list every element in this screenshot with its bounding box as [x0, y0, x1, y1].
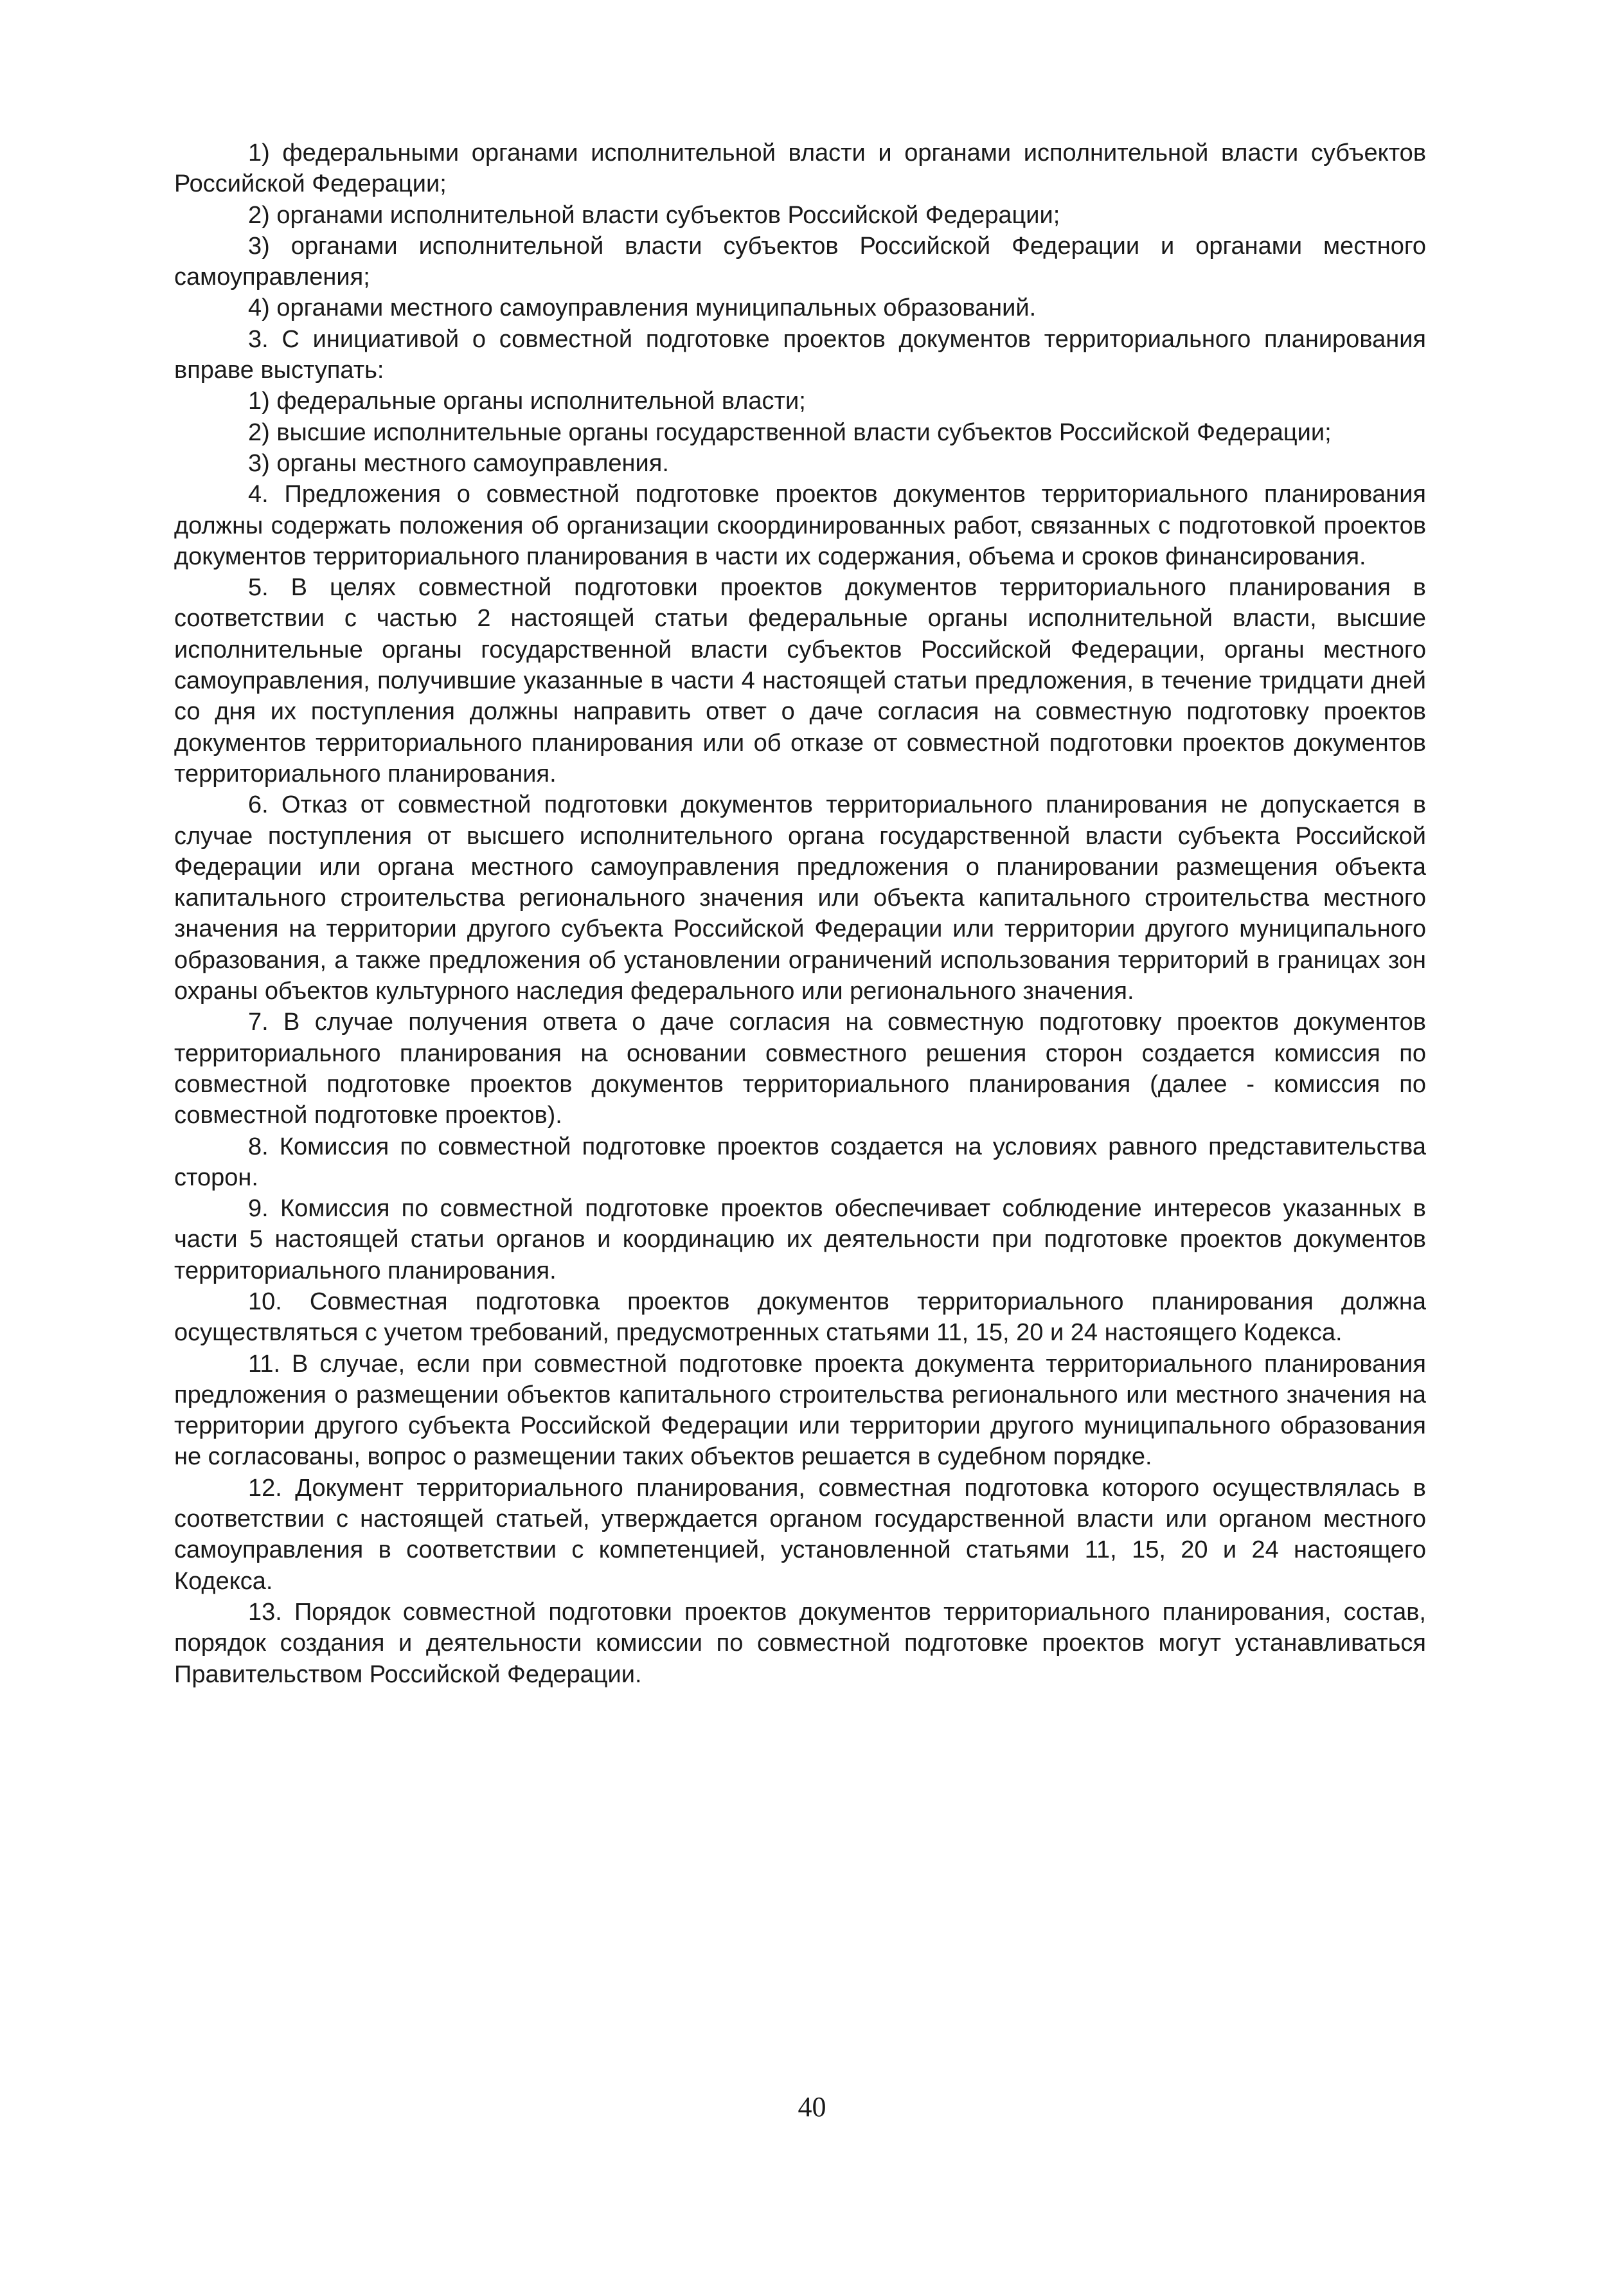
paragraph-part-13: 13. Порядок совместной подготовки проектов документов территориального планирования, состав, порядок создания и деятельности комиссии по совместной подготовке проектов могут устанавливаться Правительством Российской Федерации. — [174, 1598, 1426, 1688]
paragraph-part-5: 5. В целях совместной подготовки проектов документов территориального планирования в соответствии с частью 2 настоящей статьи федеральные органы исполнительной власти, высшие исполнительные органы государственной власти субъектов Российской Федерации, органы местного самоуправления, получившие указанные в части 4 настоящей статьи предложения, в течение тридцати дней со дня их поступления должны направить ответ о даче согласия на совместную подготовку проектов документов территориального планирования или об отказе от совместной подготовки проектов документов территориального планирования. — [174, 574, 1426, 787]
paragraph-part-11: 11. В случае, если при совместной подготовке проекта документа территориального планирования предложения о размещении объектов капитального строительства регионального или местного значения на территории другого субъекта Российской Федерации или территории другого муниципального образования не согласованы, вопрос о размещении таких объектов решается в судебном порядке. — [174, 1350, 1426, 1471]
paragraph-4-local-bodies: 4) органами местного самоуправления муниципальных образований. — [248, 294, 1037, 322]
paragraph-part-3-item-2: 2) высшие исполнительные органы государственной власти субъектов Российской Федерации; — [248, 418, 1332, 446]
paragraph-part-7: 7. В случае получения ответа о даче согласия на совместную подготовку проектов документов территориального планирования на основании совместного решения сторон создается комиссия по совместной подготовке проектов документов территориального планирования (далее - комиссия по совместной подготовке проектов). — [174, 1009, 1426, 1129]
paragraph-part-10: 10. Совместная подготовка проектов документов территориального планирования должна осуществляться с учетом требований, предусмотренных статьями 11, 15, 20 и 24 настоящего Кодекса. — [174, 1288, 1426, 1347]
document-body — [174, 138, 1426, 1690]
paragraph-part-3-item-1: 1) федеральные органы исполнительной власти; — [248, 388, 806, 415]
paragraph-2-regional-bodies: 2) органами исполнительной власти субъектов Российской Федерации; — [248, 201, 1060, 229]
paragraph-part-12: 12. Документ территориального планирования, совместная подготовка которого осуществлялась в соответствии с настоящей статьей, утверждается органом государственной власти или органом местного самоуправления в соответствии с компетенцией, установленной статьями 11, 15, 20 и 24 настоящего Кодекса. — [174, 1474, 1426, 1595]
paragraph-part-8: 8. Комиссия по совместной подготовке проектов создается на условиях равного представительства сторон. — [174, 1133, 1426, 1191]
paragraph-1-federal-bodies: 1) федеральными органами исполнительной власти и органами исполнительной власти субъектов Российской Федерации; — [174, 139, 1426, 198]
paragraph-part-3: 3. С инициативой о совместной подготовке проектов документов территориального планирования вправе выступать: — [174, 325, 1426, 384]
paragraph-3-regional-and-local-bodies: 3) органами исполнительной власти субъектов Российской Федерации и органами местного самоуправления; — [174, 232, 1426, 291]
paragraph-part-6: 6. Отказ от совместной подготовки документов территориального планирования не допускается в случае поступления от высшего исполнительного органа государственной власти субъекта Российской Федерации или органа местного самоуправления предложения о планировании размещения объекта капитального строительства регионального значения или объекта капитального строительства местного значения на территории другого субъекта Российской Федерации или территории другого муниципального образования, а также предложения об установлении ограничений использования территорий в границах зон охраны объектов культурного наследия федерального или регионального значения. — [174, 791, 1426, 1005]
paragraph-part-4: 4. Предложения о совместной подготовке проектов документов территориального планирования должны содержать положения об организации скоординированных работ, связанных с подготовкой проектов документов территориального планирования в части их содержания, объема и сроков финансирования. — [174, 481, 1426, 570]
paragraph-part-3-item-3: 3) органы местного самоуправления. — [248, 449, 669, 477]
paragraph-part-9: 9. Комиссия по совместной подготовке проектов обеспечивает соблюдение интересов указанных в части 5 настоящей статьи органов и координацию их деятельности при подготовке проектов документов территориального планирования. — [174, 1195, 1426, 1284]
page-number: 40 — [798, 2091, 826, 2123]
